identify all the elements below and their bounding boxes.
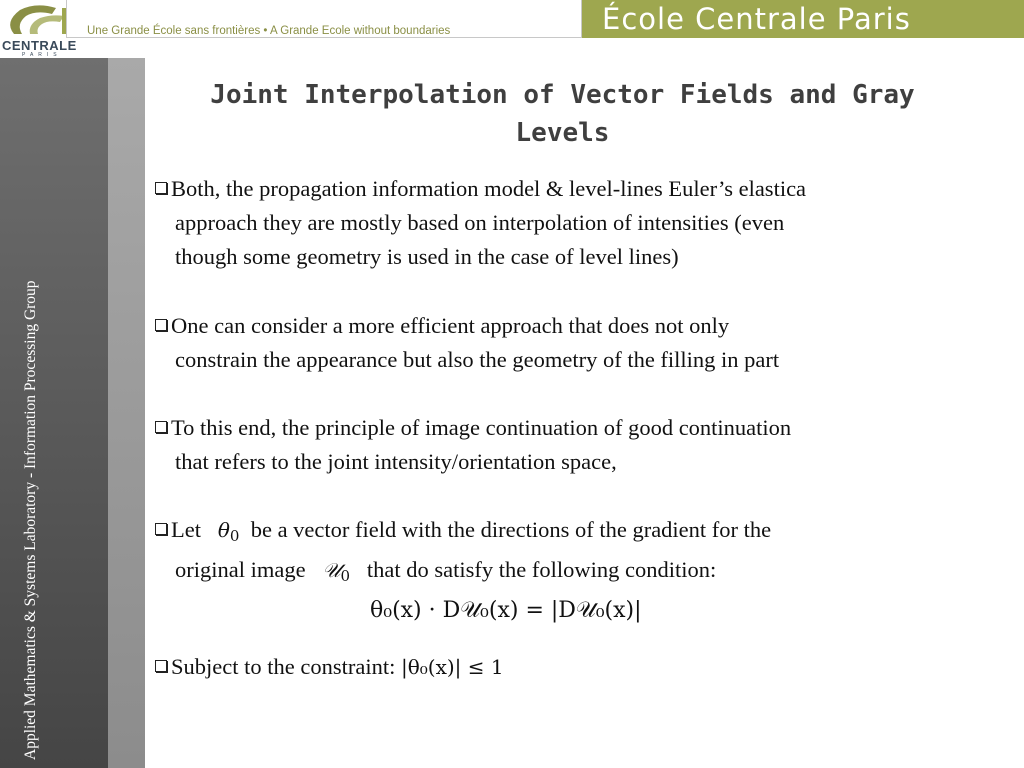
bullet-1 (155, 172, 975, 274)
bullet-checkbox-icon (155, 182, 167, 194)
u-symbol: 𝒰$_0$ (322, 558, 351, 585)
bullet-2-line-1: One can consider a more efficient approach that does not only (171, 313, 730, 338)
bullet-5 (155, 650, 975, 684)
bullet-3-line-1: To this end, the principle of image continuation of good continuation (171, 415, 792, 440)
bullet-2 (155, 309, 975, 377)
bullet-5-text: Subject to the constraint: (171, 654, 396, 679)
tagline: Une Grande École sans frontières • A Grande Ecole without boundaries (87, 25, 451, 37)
sidebar-label: Applied Mathematics & Systems Laboratory - Information Processing Group (22, 280, 39, 760)
bullet-1-line-3: though some geometry is used in the case of level lines) (175, 244, 679, 269)
sidebar-light (108, 58, 145, 768)
bullet-4-let: Let (171, 517, 201, 542)
brand-box (582, 0, 1024, 38)
logo-subtext: PARIS (22, 52, 62, 58)
sidebar-dark (0, 58, 108, 768)
bullet-4-line-2: original image 𝒰$_0$ that do satisfy the following condition: (175, 557, 717, 585)
bullet-2-line-2: constrain the appearance but also the geometry of the filling in part (175, 347, 780, 372)
header-band (0, 0, 1024, 58)
constraint-equation: |θ₀(x)| ≤ 1 (400, 655, 504, 679)
bullet-4 (155, 513, 975, 593)
bullet-checkbox-icon (155, 319, 167, 331)
bullet-1-line-1: Both, the propagation information model & level-lines Euler’s elastica (171, 176, 807, 201)
logo-text: CENTRALE (2, 38, 77, 53)
bullet-checkbox-icon (155, 523, 167, 535)
gradient-condition-equation: θ₀(x) · D𝒰₀(x) = |D𝒰₀(x)| (370, 598, 642, 623)
theta-symbol: $\theta_0$ (217, 518, 240, 545)
bullet-4-line-1: be a vector field with the directions of the gradient for the (250, 517, 772, 542)
brand-name: École Centrale Paris (602, 2, 911, 36)
bullet-checkbox-icon (155, 660, 167, 672)
bullet-checkbox-icon (155, 421, 167, 433)
bullet-1-line-2: approach they are mostly based on interpolation of intensities (even (175, 210, 785, 235)
bullet-3 (155, 411, 975, 479)
bullet-3-line-2: that refers to the joint intensity/orientation space, (175, 449, 617, 474)
slide-title: Joint Interpolation of Vector Fields and Gray Levels (210, 80, 915, 148)
tagline-box (66, 0, 582, 38)
